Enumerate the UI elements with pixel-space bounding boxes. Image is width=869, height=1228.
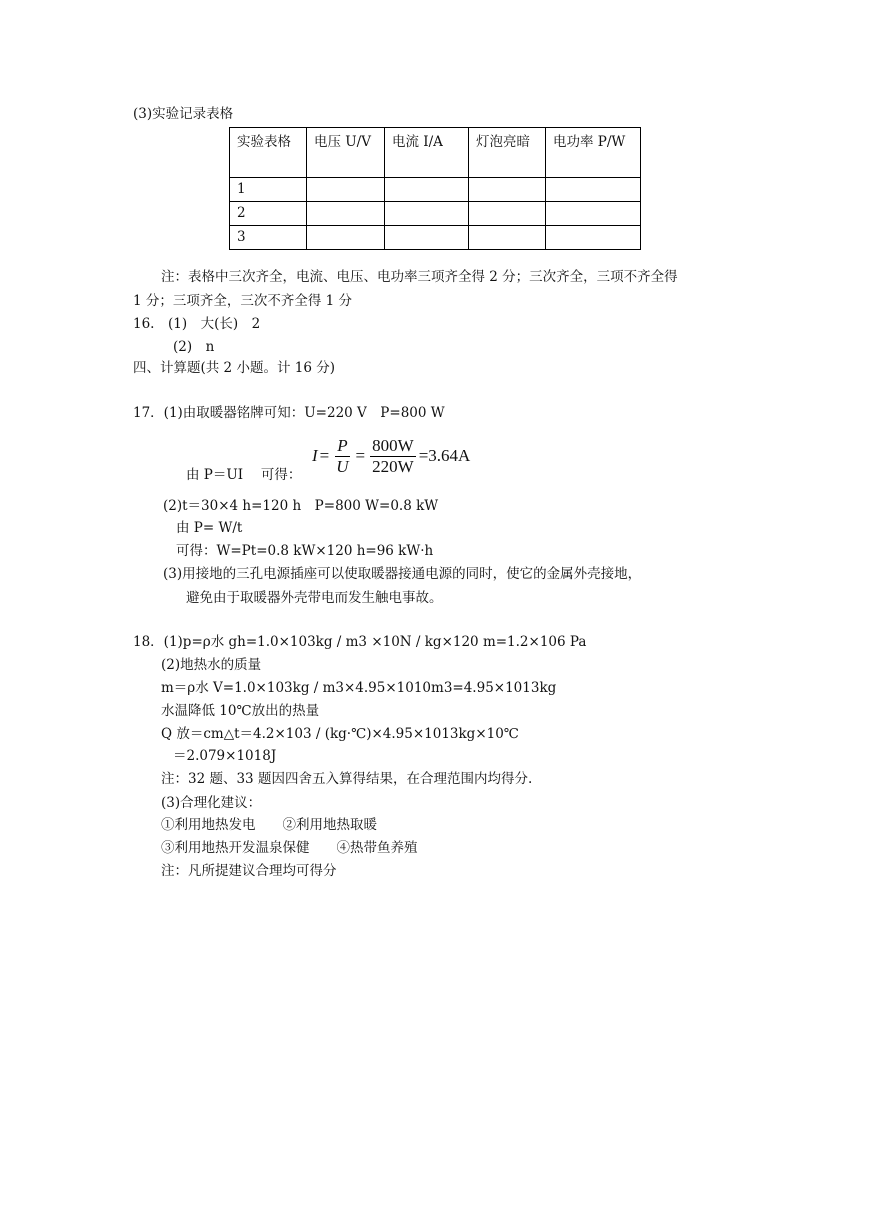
table-cell bbox=[546, 226, 641, 250]
q18-suggestions-line2: ③利用地热开发温泉保健 ④热带鱼养殖 bbox=[161, 840, 418, 856]
table-row bbox=[230, 202, 641, 226]
header-cell: 电压 U/V bbox=[307, 128, 385, 178]
current-formula bbox=[312, 437, 470, 476]
q18-mass-formula: m＝ρ水 V=1.0×103kg / m3×4.95×1010m3=4.95×1013kg bbox=[161, 680, 557, 696]
table-cell bbox=[307, 202, 385, 226]
fraction-values bbox=[370, 437, 416, 476]
q18-suggestions-line1: ①利用地热发电 ②利用地热取暖 bbox=[161, 817, 377, 833]
fraction-denominator: 220W bbox=[372, 456, 414, 476]
header-cell: 灯泡亮暗 bbox=[469, 128, 546, 178]
table-cell bbox=[385, 226, 469, 250]
table-cell bbox=[385, 178, 469, 202]
table-header-row bbox=[230, 128, 641, 178]
q17-part1: 17．(1)由取暖器铭牌可知：U=220 V P=800 W bbox=[133, 405, 445, 421]
table-cell: 2 bbox=[230, 202, 307, 226]
fraction-denominator: U bbox=[336, 456, 349, 476]
formula-lhs: I bbox=[312, 446, 318, 466]
q17-part2-line2: 由 P= W/t bbox=[176, 520, 243, 536]
q17-part2-line1: (2)t＝30×4 h=120 h P=800 W=0.8 kW bbox=[163, 498, 439, 514]
q18-heat-formula: Q 放＝cm△t＝4.2×103 / (kg·℃)×4.95×1013kg×10℃ bbox=[161, 726, 519, 742]
table-cell bbox=[469, 202, 546, 226]
table-row bbox=[230, 178, 641, 202]
q17-formula-intro: 由 P＝UI 可得： bbox=[186, 467, 302, 483]
table-cell bbox=[307, 226, 385, 250]
q18-part1: 18．(1)p=ρ水 gh=1.0×103kg / m3 ×10N / kg×120 m=1.2×106 Pa bbox=[133, 634, 587, 650]
table-cell bbox=[307, 178, 385, 202]
q17-part3-line1: (3)用接地的三孔电源插座可以使取暖器接通电源的同时，使它的金属外壳接地， bbox=[163, 566, 642, 582]
q18-rounding-note: 注：32 题、33 题因四舍五入算得结果，在合理范围内均得分. bbox=[161, 771, 533, 787]
q16-part2: (2) n bbox=[173, 339, 215, 355]
table-cell: 3 bbox=[230, 226, 307, 250]
section-heading: 四、计算题(共 2 小题。计 16 分) bbox=[133, 360, 335, 376]
fraction-numerator: P bbox=[337, 436, 348, 455]
fraction-numerator: 800W bbox=[372, 436, 414, 455]
q18-part3-title: (3)合理化建议： bbox=[161, 795, 262, 811]
table-cell bbox=[469, 226, 546, 250]
q18-final-note: 注：凡所提建议合理均可得分 bbox=[161, 863, 337, 879]
table-cell bbox=[546, 202, 641, 226]
table-cell: 1 bbox=[230, 178, 307, 202]
formula-equals: = bbox=[319, 446, 330, 466]
experiment-record-table bbox=[229, 127, 641, 250]
table-cell bbox=[385, 202, 469, 226]
formula-equals: = bbox=[355, 446, 366, 466]
table-note-line1: 注：表格中三次齐全，电流、电压、电功率三项齐全得 2 分；三次齐全，三项不齐全得 bbox=[161, 269, 678, 285]
table-caption: (3)实验记录表格 bbox=[133, 106, 234, 122]
table-cell bbox=[469, 178, 546, 202]
q18-part2-title: (2)地热水的质量 bbox=[161, 657, 262, 673]
table-note-line2: 1 分；三项齐全，三次不齐全得 1 分 bbox=[133, 293, 353, 309]
header-cell: 电流 I/A bbox=[385, 128, 469, 178]
header-cell: 电功率 P/W bbox=[546, 128, 641, 178]
table-cell bbox=[546, 178, 641, 202]
q18-heat-title: 水温降低 10℃放出的热量 bbox=[161, 703, 320, 719]
header-cell: 实验表格 bbox=[230, 128, 307, 178]
q17-part3-line2: 避免由于取暖器外壳带电而发生触电事故。 bbox=[186, 590, 443, 606]
q18-heat-result: ＝2.079×1018J bbox=[173, 748, 277, 764]
table-row bbox=[230, 226, 641, 250]
fraction-p-over-u bbox=[334, 437, 350, 476]
q17-part2-line3: 可得：W=Pt=0.8 kW×120 h=96 kW·h bbox=[176, 543, 434, 559]
formula-result: =3.64A bbox=[418, 446, 471, 466]
q16-part1: 16. (1) 大(长) 2 bbox=[133, 316, 261, 332]
